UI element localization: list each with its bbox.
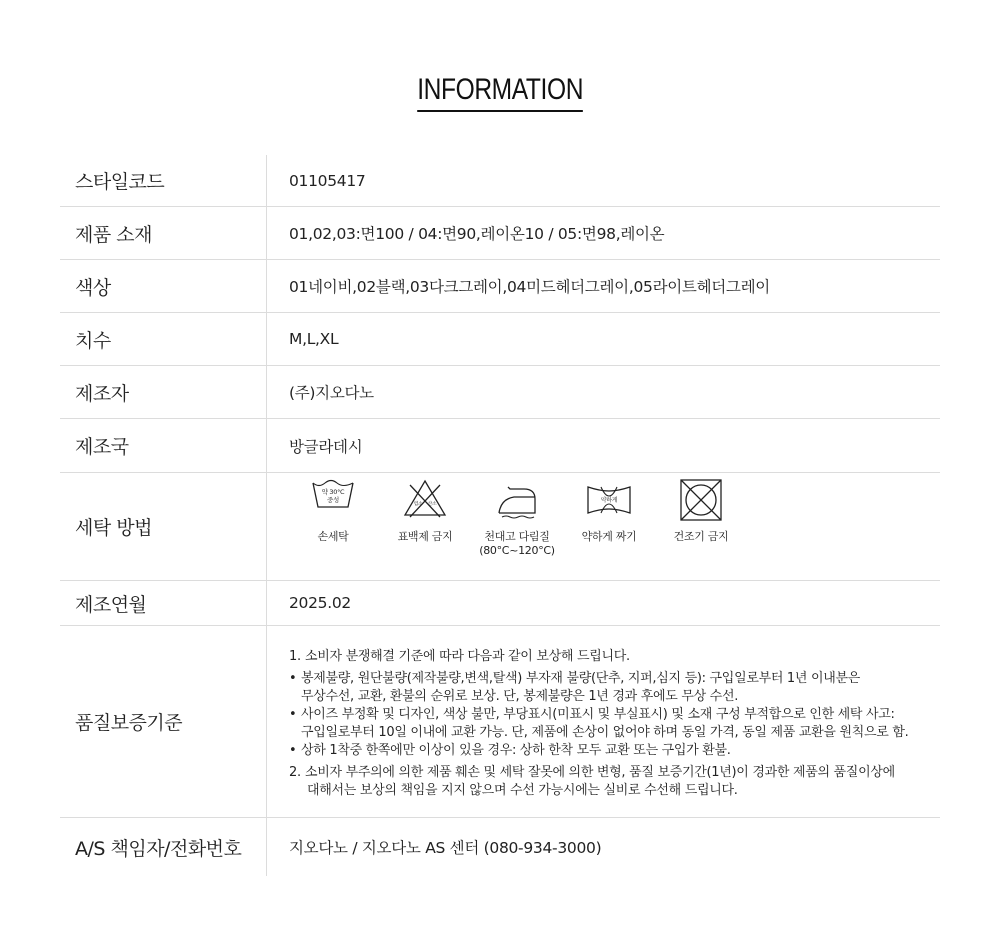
bullet-mark: • [289, 706, 297, 722]
gentle-wring-icon [586, 477, 632, 523]
care-inner-text: 산소 [427, 502, 437, 507]
row-maker [60, 366, 940, 419]
warranty-block [289, 644, 908, 800]
care-label: 약하게 짜기 [581, 530, 637, 543]
no-tumble-dry-icon [678, 477, 724, 523]
row-label: 제품 소재 [60, 207, 267, 259]
care-icons [267, 473, 940, 580]
row-label: 제조자 [60, 366, 267, 418]
warranty-bullet [289, 742, 908, 760]
row-material [60, 207, 940, 260]
item-text: 소비자 분쟁해결 기준에 따라 다음과 같이 보상해 드립니다. [305, 648, 630, 664]
care-item-gentle-wring [563, 477, 655, 544]
care-item-no-bleach [379, 477, 471, 544]
warranty-bullet [289, 706, 908, 724]
row-label: 스타일코드 [60, 155, 267, 206]
row-label: 색상 [60, 260, 267, 312]
care-inner-text: 약 30°C [321, 488, 345, 496]
bullet-text: 상하 1착중 한쪽에만 이상이 있을 경우: 상하 한착 모두 교환 또는 구입가 환불. [301, 742, 731, 758]
no-bleach-icon [402, 477, 448, 523]
row-country [60, 419, 940, 473]
info-table [60, 155, 940, 876]
row-label: 치수 [60, 313, 267, 365]
row-size [60, 313, 940, 366]
warranty-item [289, 648, 908, 666]
warranty-text [267, 626, 940, 817]
bullet-text-cont: 구입일로부터 10일 이내에 교환 가능. 단, 제품에 손상이 없어야 하며 동일 가격, 동일 제품 교환을 원칙으로 함. [301, 724, 909, 740]
care-label: 손세탁 [317, 530, 349, 543]
row-label: 세탁 방법 [60, 473, 267, 580]
care-item-iron [471, 477, 563, 558]
bullet-mark: • [289, 670, 297, 686]
row-value: (주)지오다노 [289, 384, 374, 402]
row-value: 2025.02 [289, 594, 351, 612]
care-label: 천대고 다림질 [484, 530, 550, 543]
row-warranty [60, 626, 940, 818]
care-item-hand-wash [287, 477, 379, 544]
row-value: 01네이비,02블랙,03다크그레이,04미드헤더그레이,05라이트헤더그레이 [289, 278, 770, 296]
row-value: 01,02,03:면100 / 04:면90,레이온10 / 05:면98,레이온 [289, 225, 665, 243]
row-label: A/S 책임자/전화번호 [60, 818, 267, 876]
row-as-contact [60, 818, 940, 876]
item-number: 1. [289, 648, 301, 664]
row-color [60, 260, 940, 313]
bullet-text: 봉제불량, 원단불량(제작불량,변색,탈색) 부자재 불량(단추, 지퍼,심지 등): 구입일로부터 1년 이내분은 [301, 670, 861, 686]
row-washing [60, 473, 940, 581]
row-label: 제조연월 [60, 581, 267, 625]
care-inner-text: 중성 [327, 496, 339, 504]
bullet-text: 사이즈 부정확 및 디자인, 색상 불만, 부당표시(미표시 및 부실표시) 및 소재 구성 부적합으로 인한 세탁 사고: [301, 706, 895, 722]
row-label: 제조국 [60, 419, 267, 472]
item-text-cont: 대해서는 보상의 책임을 지지 않으며 수선 가능시에는 실비로 수선해 드립니다. [307, 782, 738, 798]
warranty-item [289, 764, 908, 782]
row-value: 01105417 [289, 171, 366, 190]
care-label: 표백제 금지 [397, 530, 453, 543]
item-number: 2. [289, 764, 301, 780]
warranty-bullet [289, 670, 908, 688]
care-inner-text: 약하게 [600, 497, 618, 504]
item-text: 소비자 부주의에 의한 제품 훼손 및 세탁 잘못에 의한 변형, 품질 보증기간(1년)이 경과한 제품의 품질이상에 [305, 764, 895, 780]
care-sublabel: (80°C~120°C) [479, 544, 555, 557]
row-value: 지오다노 / 지오다노 AS 센터 (080-934-3000) [289, 839, 602, 857]
row-style-code [60, 155, 940, 207]
bullet-text-cont: 무상수선, 교환, 환불의 순위로 보상. 단, 봉제불량은 1년 경과 후에도 무상 수선. [301, 688, 739, 704]
page-title: INFORMATION [417, 72, 583, 112]
hand-wash-30-icon [310, 477, 356, 523]
care-inner-text: 염소 [413, 502, 423, 507]
care-label: 건조기 금지 [673, 530, 729, 543]
bullet-mark: • [289, 742, 297, 758]
row-label: 품질보증기준 [60, 626, 267, 817]
row-mfg-date [60, 581, 940, 626]
row-value: M,L,XL [289, 330, 339, 348]
row-value: 방글라데시 [289, 437, 363, 456]
iron-low-icon [494, 477, 540, 523]
page-title-wrap [0, 72, 1000, 112]
care-item-no-tumble-dry [655, 477, 747, 544]
